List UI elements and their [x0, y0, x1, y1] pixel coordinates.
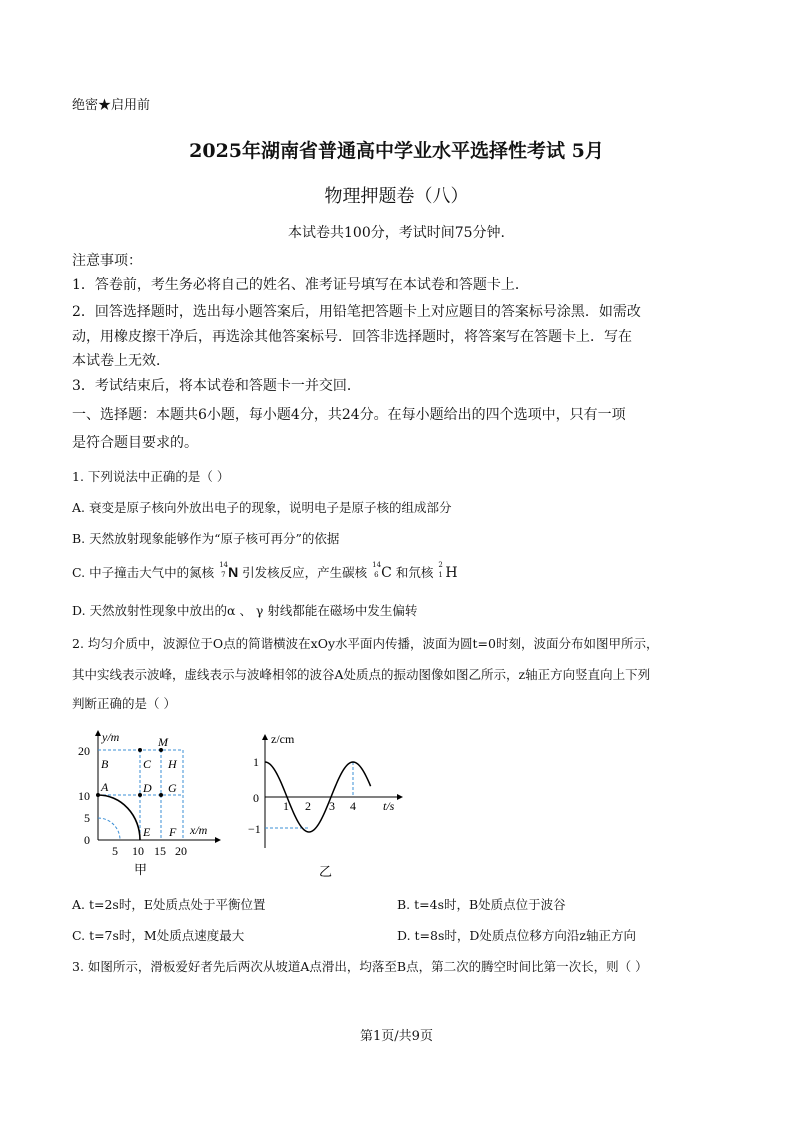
yi-ztick-0: 0 — [253, 791, 259, 805]
q3-stem: 3. 如图所示，滑板爱好者先后两次从坡道A点滑出，均落至B点，第二次的腾空时间比第一次长，则（ ） — [72, 959, 648, 974]
q1-option-a: A. 衰变是原子核向外放出电子的现象，说明电子是原子核的组成部分 — [72, 500, 452, 515]
q2-stem-2: 其中实线表示波峰，虚线表示与波峰相邻的波谷A处质点的振动图像如图乙所示，z轴正方向竖直向上下列 — [72, 667, 651, 682]
jia-xtick-10: 10 — [132, 844, 144, 858]
yi-ttick-1: 1 — [283, 799, 289, 813]
h-symbol: H — [445, 565, 458, 581]
jia-caption: 甲 — [134, 862, 148, 877]
jia-xtick-20: 20 — [175, 844, 187, 858]
jia-label-d: D — [143, 781, 152, 795]
c-mass: 14 — [372, 560, 382, 569]
yi-t-label: t/s — [383, 799, 395, 813]
jia-x-label: x/m — [190, 823, 208, 837]
notice-heading: 注意事项： — [72, 253, 142, 269]
jia-y-arrow — [95, 730, 101, 736]
n-symbol: N — [228, 564, 239, 580]
notice-item-2a: 2．回答选择题时，选出每小题答案后，用铅笔把答题卡上对应题目的答案标号涂黑．如需改 — [72, 304, 641, 320]
jia-x-arrow — [215, 837, 221, 843]
yi-ttick-3: 3 — [329, 799, 335, 813]
yi-t-arrow — [397, 794, 403, 800]
c-symbol: C — [381, 565, 392, 581]
q2-stem-3: 判断正确的是（ ） — [72, 696, 176, 711]
q2-option-c: C. t=7s时，M处质点速度最大 — [72, 928, 245, 943]
jia-label-b: B — [101, 757, 109, 771]
notice-item-2c: 本试卷上无效． — [72, 353, 170, 369]
yi-z-arrow — [262, 734, 268, 740]
secret-label: 绝密★启用前 — [72, 98, 151, 113]
q1-c-mid: 引发核反应，产生碳核 — [242, 565, 368, 580]
yi-ztick-1: 1 — [253, 755, 259, 769]
yi-caption: 乙 — [319, 864, 333, 879]
q1-option-d: D. 天然放射性现象中放出的α 、 γ 射线都能在磁场中发生偏转 — [72, 603, 418, 618]
figure-jia — [70, 728, 230, 878]
jia-ytick-10: 10 — [78, 789, 90, 803]
exam-title: 2025年湖南省普通高中学业水平选择性考试 5月 — [189, 140, 604, 162]
jia-label-a: A — [101, 780, 109, 794]
section-heading-cont: 是符合题目要求的。 — [72, 435, 198, 451]
q1-option-b: B. 天然放射现象能够作为“原子核可再分”的依据 — [72, 531, 340, 546]
yi-guides — [265, 762, 353, 828]
q2-option-d: D. t=8s时，D处质点位移方向沿z轴正方向 — [397, 928, 636, 943]
q1-option-c — [72, 560, 458, 581]
h-mass: 2 — [438, 560, 443, 569]
jia-xtick-5: 5 — [112, 844, 118, 858]
q1-stem: 1. 下列说法中正确的是（ ） — [72, 469, 230, 484]
carbon-nuclide — [371, 560, 382, 581]
yi-ttick-4: 4 — [350, 799, 356, 813]
jia-label-h: H — [168, 757, 177, 771]
paper-title: 物理押题卷（八） — [324, 186, 469, 207]
jia-label-c: C — [143, 757, 152, 771]
jia-ytick-0: 0 — [84, 833, 90, 847]
c-z: 6 — [374, 570, 379, 579]
section-heading: 一、选择题：本题共6小题，每小题4分，共24分。在每小题给出的四个选项中，只有一项 — [72, 407, 626, 423]
notice-item-3: 3．考试结束后，将本试卷和答题卡一并交回． — [72, 378, 361, 394]
jia-label-g: G — [168, 781, 177, 795]
jia-y-label: y/m — [102, 730, 120, 744]
yi-ztick-neg1: −1 — [248, 822, 261, 836]
jia-label-e: E — [143, 825, 151, 839]
q1-c-mid2: 和氘核 — [395, 565, 434, 580]
figure-yi — [245, 730, 410, 880]
notice-item-2b: 动，用橡皮擦干净后，再选涂其他答案标号．回答非选择题时，将答案写在答题卡上．写在 — [72, 329, 632, 345]
jia-ytick-20: 20 — [78, 744, 90, 758]
q1-c-pre: C. 中子撞击大气中的氮核 — [72, 565, 215, 580]
deuterium-nuclide — [437, 560, 445, 581]
jia-ytick-5: 5 — [84, 811, 90, 825]
page-number: 第1页/共9页 — [360, 1029, 433, 1044]
yi-ttick-2: 2 — [305, 799, 311, 813]
jia-label-m: M — [158, 735, 168, 749]
n-z: 7 — [221, 570, 226, 579]
nitrogen-nuclide — [218, 560, 228, 581]
jia-label-f: F — [169, 825, 177, 839]
exam-info: 本试卷共100分，考试时间75分钟. — [288, 225, 505, 241]
q2-option-a: A. t=2s时，E处质点处于平衡位置 — [72, 897, 266, 912]
q2-option-b: B. t=4s时，B处质点位于波谷 — [397, 897, 566, 912]
jia-xtick-15: 15 — [154, 844, 166, 858]
notice-item-1: 1．答卷前，考生务必将自己的姓名、准考证号填写在本试卷和答题卡上． — [72, 277, 529, 293]
n-mass: 14 — [219, 560, 228, 569]
q2-stem-1: 2. 均匀介质中，波源位于O点的简谐横波在xOy水平面内传播，波面为圆t=0时刻，波面分布如图甲所示， — [72, 636, 659, 651]
h-z: 1 — [438, 570, 443, 579]
yi-z-label: z/cm — [271, 732, 295, 746]
